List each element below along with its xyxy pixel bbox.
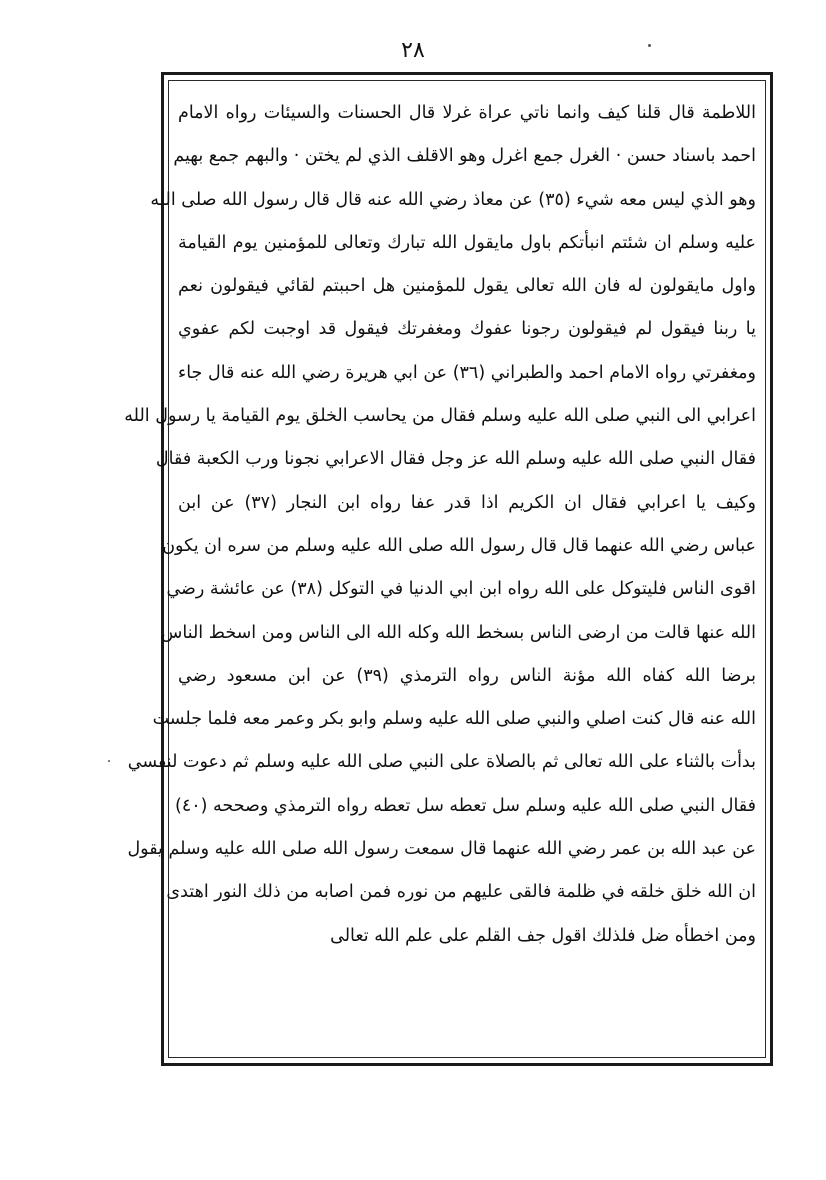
text-line: اعرابي الى النبي صلى الله عليه وسلم فقال من يحاسب الخلق يوم القيامة يا رسول الله: [124, 406, 756, 427]
text-line: ان الله خلق خلقه في ظلمة فالقى عليهم من نوره فمن اصابه من ذلك النور اهتدى: [166, 882, 756, 903]
text-line: عليه وسلم ان شئتم انبأتكم باول مايقول الله تبارك وتعالى للمؤمنين يوم القيامة: [178, 232, 756, 253]
arabic-text-body: [124, 92, 757, 1052]
text-line: فقال النبي صلى الله عليه وسلم سل تعطه سل تعطه رواه الترمذي وصححه (٤٠): [175, 795, 756, 816]
scan-speck: [648, 44, 651, 47]
text-line: ومغفرتي رواه الامام احمد والطبراني (٣٦) عن ابي هريرة رضي الله عنه قال جاء: [178, 362, 757, 383]
text-line: الله عنه قال كنت اصلي والنبي صلى الله عليه وسلم وابو بكر وعمر معه فلما جلست: [152, 709, 756, 730]
text-line: اللاطمة قال قلنا كيف وانما ناتي عراة غرلا قال الحسنات والسيئات رواه الامام: [178, 103, 756, 123]
text-line: عن عبد الله بن عمر رضي الله عنهما قال سمعت رسول الله صلى الله عليه وسلم يقول: [127, 839, 756, 860]
text-line: اقوى الناس فليتوكل على الله رواه ابن ابي الدنيا في التوكل (٣٨) عن عائشة رضي: [166, 579, 756, 600]
text-line: احمد باسناد حسن · الغرل جمع اغرل وهو الاقلف الذي لم يختن · والبهم جمع بهيم: [173, 146, 756, 167]
text-line: بدأت بالثناء على الله تعالى ثم بالصلاة على النبي صلى الله عليه وسلم ثم دعوت لنفسي: [127, 752, 756, 773]
text-line: يا ربنا فيقول لم فيقولون رجونا عفوك ومغفرتك فيقول قد اوجبت لكم عفوي: [178, 319, 756, 340]
scan-speck: [108, 760, 110, 762]
page-number: ٢٨: [401, 38, 425, 63]
text-line: واول مايقولون له فان الله تعالى يقول للمؤمنين هل احببتم لقائي فيقولون نعم: [178, 276, 756, 297]
text-line: وكيف يا اعرابي فقال ان الكريم اذا قدر عفا رواه ابن النجار (٣٧) عن ابن: [178, 492, 757, 513]
text-line: عباس رضي الله عنهما قال قال رسول الله صلى الله عليه وسلم من سره ان يكون: [162, 535, 756, 556]
text-line: فقال النبي صلى الله عليه وسلم الله عز وجل فقال الاعرابي نجونا ورب الكعبة فقال: [155, 449, 756, 470]
text-line: وهو الذي ليس معه شيء (٣٥) عن معاذ رضي الله عنه قال قال رسول الله صلى الله: [150, 189, 756, 210]
text-line: الله عنها قالت من ارضى الناس بسخط الله وكله الله الى الناس ومن اسخط الناس: [161, 622, 756, 643]
text-line: ومن اخطأه ضل فلذلك اقول جف القلم على علم الله تعالى: [330, 925, 756, 946]
text-line: برضا الله كفاه الله مؤنة الناس رواه الترمذي (٣٩) عن ابن مسعود رضي: [178, 665, 756, 686]
